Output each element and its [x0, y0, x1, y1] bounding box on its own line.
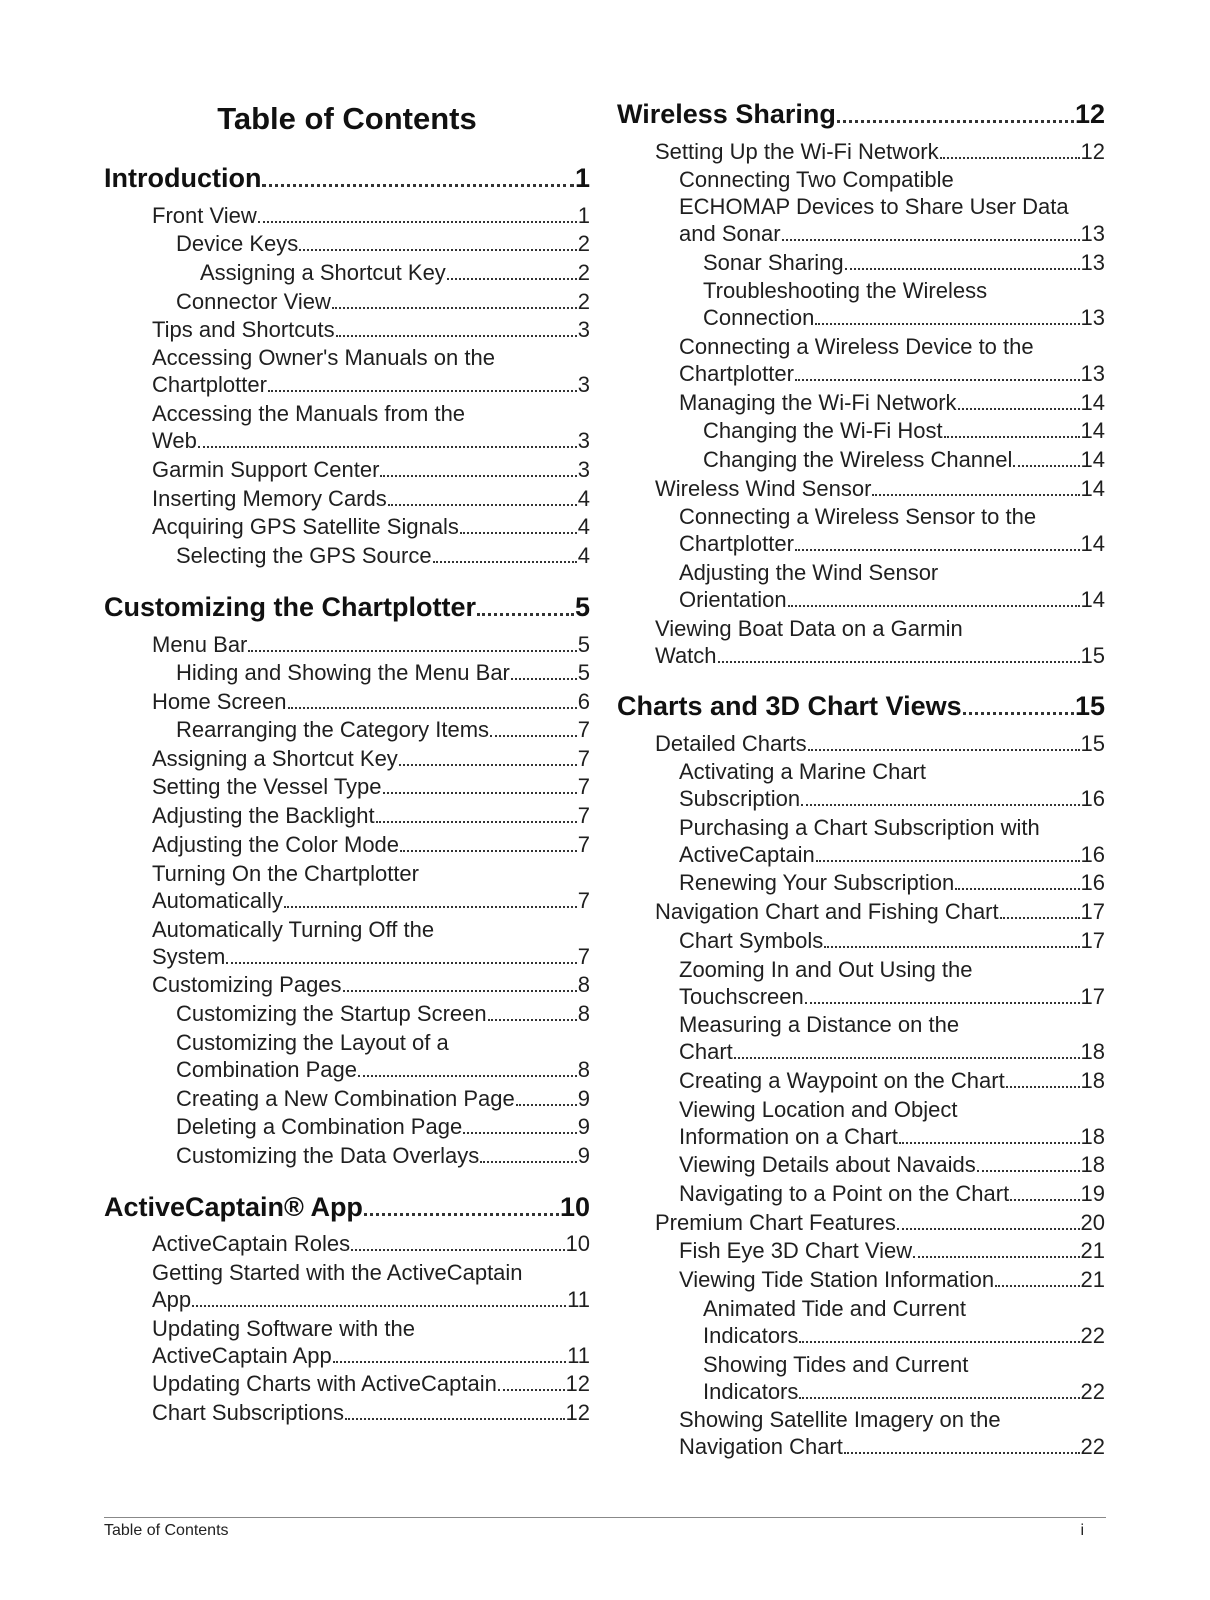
toc-entry[interactable]	[617, 249, 1105, 276]
dot-leader	[815, 321, 1079, 325]
toc-entry-label: Touchscreen	[679, 984, 804, 1009]
toc-entry[interactable]	[617, 389, 1105, 416]
toc-entry-label: Acquiring GPS Satellite Signals	[152, 514, 459, 539]
toc-entry[interactable]	[617, 1096, 1105, 1150]
toc-entry-label: Navigation Chart	[679, 1434, 843, 1459]
toc-entry-label: Updating Charts with ActiveCaptain	[152, 1371, 497, 1396]
toc-entry-label: Web	[152, 428, 197, 453]
toc-entry[interactable]	[104, 916, 590, 970]
toc-entry-label: Detailed Charts	[655, 731, 807, 756]
toc-page-number: 12	[565, 1400, 590, 1425]
toc-entry-label: Wireless Wind Sensor	[655, 476, 872, 501]
toc-page-number: 14	[1080, 587, 1105, 612]
dot-leader	[963, 710, 1074, 715]
toc-entry-label: Chart Symbols	[679, 928, 824, 953]
toc-entry-label: ActiveCaptain	[679, 842, 815, 867]
footer-section-label: Table of Contents	[104, 1522, 229, 1539]
toc-entry[interactable]	[104, 513, 590, 540]
dot-leader	[463, 1130, 577, 1134]
toc-entry[interactable]	[617, 1266, 1105, 1293]
toc-entry-label: Chartplotter	[152, 372, 267, 397]
toc-entry-label: Combination Page	[176, 1057, 358, 1082]
dot-leader	[805, 1000, 1080, 1004]
toc-entry[interactable]	[104, 1029, 590, 1083]
toc-entry[interactable]	[104, 1315, 590, 1369]
toc-entry[interactable]	[617, 1011, 1105, 1065]
toc-page-number: 10	[559, 1192, 590, 1222]
page-title: Table of Contents	[217, 101, 477, 136]
toc-page-number: 16	[1080, 786, 1105, 811]
toc-page-number: 7	[577, 717, 590, 742]
toc-entry[interactable]	[617, 1209, 1105, 1236]
toc-entry-label: Managing the Wi-Fi Network	[679, 390, 957, 415]
toc-entry-label: Connector View	[176, 289, 331, 314]
dot-leader	[345, 1416, 565, 1420]
dot-leader	[872, 492, 1079, 496]
dot-leader	[498, 1387, 565, 1391]
toc-entry[interactable]	[104, 259, 590, 286]
toc-entry-label: Activating a Marine Chart	[679, 759, 926, 784]
toc-entry[interactable]	[617, 1067, 1105, 1094]
toc-entry-label: Inserting Memory Cards	[152, 486, 387, 511]
toc-entry[interactable]	[617, 559, 1105, 613]
toc-entry-label: Creating a Waypoint on the Chart	[679, 1068, 1005, 1093]
toc-page-number: 4	[577, 514, 590, 539]
toc-entry-label: Introduction	[104, 163, 262, 193]
toc-page-number: 15	[1080, 643, 1105, 668]
toc-page-number: 22	[1080, 1434, 1105, 1459]
toc-entry[interactable]	[104, 1259, 590, 1313]
dot-leader	[516, 1102, 577, 1106]
toc-page-number: 13	[1080, 361, 1105, 386]
dot-leader	[944, 434, 1080, 438]
toc-entry[interactable]	[104, 773, 590, 800]
dot-leader	[940, 155, 1080, 159]
toc-entry[interactable]	[104, 288, 590, 315]
toc-entry[interactable]	[104, 1113, 590, 1140]
toc-entry-label: Menu Bar	[152, 632, 248, 657]
toc-entry-label: Sonar Sharing	[703, 250, 844, 275]
toc-page-number: 18	[1080, 1039, 1105, 1064]
toc-entry[interactable]	[104, 344, 590, 398]
toc-entry-label: Viewing Tide Station Information	[679, 1267, 995, 1292]
dot-leader	[192, 1303, 566, 1307]
toc-entry-label: Automatically	[152, 888, 283, 913]
dot-leader	[782, 237, 1080, 241]
toc-page-number: 1	[574, 163, 590, 193]
dot-leader	[358, 1073, 577, 1077]
toc-entry-label: Rearranging the Category Items	[176, 717, 490, 742]
dot-leader	[511, 676, 577, 680]
dot-leader	[1010, 1197, 1079, 1201]
toc-entry-label: Chart	[679, 1039, 733, 1064]
toc-page-number: 17	[1080, 899, 1105, 924]
toc-entry-label: Showing Satellite Imagery on the	[679, 1407, 1001, 1432]
toc-page-number: 7	[577, 832, 590, 857]
dot-leader	[799, 1395, 1079, 1399]
toc-entry[interactable]	[104, 831, 590, 858]
toc-entry-label: Garmin Support Center	[152, 457, 380, 482]
toc-entry-label: Adjusting the Wind Sensor	[679, 560, 939, 585]
toc-chapter-entry[interactable]	[104, 1191, 590, 1223]
dot-leader	[333, 1359, 566, 1363]
toc-page-number: 20	[1080, 1210, 1105, 1235]
toc-entry-label: Navigating to a Point on the Chart	[679, 1181, 1010, 1206]
toc-entry-label: Connection	[703, 305, 815, 330]
toc-entry-label: Charts and 3D Chart Views	[617, 691, 962, 721]
dot-leader	[1013, 463, 1079, 467]
toc-entry-label: Chartplotter	[679, 531, 794, 556]
toc-entry-label: App	[152, 1287, 192, 1312]
dot-leader	[332, 305, 577, 309]
toc-page-number: 8	[577, 972, 590, 997]
toc-page-number: 8	[577, 1001, 590, 1026]
toc-page-number: 13	[1080, 221, 1105, 246]
toc-entry-label: Creating a New Combination Page	[176, 1086, 515, 1111]
dot-leader	[380, 473, 576, 477]
toc-entry[interactable]	[617, 814, 1105, 868]
dot-leader	[336, 333, 577, 337]
toc-entry[interactable]	[617, 898, 1105, 925]
toc-entry[interactable]	[617, 956, 1105, 1010]
toc-entry[interactable]	[617, 417, 1105, 444]
toc-chapter-entry[interactable]	[104, 591, 590, 623]
toc-page-number: 17	[1080, 984, 1105, 1009]
toc-page-number: 2	[577, 260, 590, 285]
toc-page-number: 17	[1080, 928, 1105, 953]
dot-leader	[899, 1140, 1080, 1144]
toc-entry[interactable]	[104, 202, 590, 229]
toc-entry[interactable]	[104, 456, 590, 483]
toc-entry[interactable]	[104, 631, 590, 658]
dot-leader	[734, 1055, 1080, 1059]
toc-entry-label: Getting Started with the ActiveCaptain	[152, 1260, 523, 1285]
toc-page-number: 15	[1074, 691, 1105, 721]
footer-divider	[104, 1517, 1106, 1518]
toc-entry[interactable]	[617, 1295, 1105, 1349]
dot-leader	[824, 944, 1079, 948]
dot-leader	[977, 1168, 1080, 1172]
toc-page-number: 2	[577, 231, 590, 256]
toc-entry-label: Fish Eye 3D Chart View	[679, 1238, 913, 1263]
toc-page-number: 4	[577, 543, 590, 568]
toc-page-number: 7	[577, 774, 590, 799]
toc-entry[interactable]	[104, 688, 590, 715]
toc-entry[interactable]	[617, 1151, 1105, 1178]
dot-leader	[198, 444, 577, 448]
toc-entry[interactable]	[104, 1399, 590, 1426]
toc-entry-label: Chartplotter	[679, 361, 794, 386]
dot-leader	[288, 705, 577, 709]
dot-leader	[299, 247, 576, 251]
dot-leader	[718, 659, 1080, 663]
dot-leader	[248, 648, 576, 652]
toc-page-number: 18	[1080, 1068, 1105, 1093]
toc-page-number: 9	[577, 1114, 590, 1139]
toc-page-number: 12	[1074, 99, 1105, 129]
toc-entry[interactable]	[104, 802, 590, 829]
toc-page-number: 15	[1080, 731, 1105, 756]
toc-entry-label: Orientation	[679, 587, 787, 612]
toc-entry-label: Deleting a Combination Page	[176, 1114, 463, 1139]
dot-leader	[958, 406, 1080, 410]
toc-entry-label: Front View	[152, 203, 257, 228]
toc-entry-label: Wireless Sharing	[617, 99, 836, 129]
toc-page-number: 7	[577, 803, 590, 828]
toc-entry[interactable]	[617, 503, 1105, 557]
toc-page-number: 11	[567, 1343, 590, 1368]
toc-entry-label: Subscription	[679, 786, 801, 811]
toc-entry[interactable]	[617, 1180, 1105, 1207]
dot-leader	[376, 819, 577, 823]
toc-entry-label: Connecting a Wireless Sensor to the	[679, 504, 1037, 529]
toc-page-number: 9	[577, 1143, 590, 1168]
toc-page-number: 3	[577, 372, 590, 397]
toc-entry[interactable]	[617, 1351, 1105, 1405]
dot-leader	[433, 559, 577, 563]
toc-entry-label: Accessing Owner's Manuals on the	[152, 345, 495, 370]
toc-entry[interactable]	[617, 758, 1105, 812]
dot-leader	[383, 790, 577, 794]
toc-entry-label: Customizing the Chartplotter	[104, 592, 476, 622]
toc-entry[interactable]	[617, 869, 1105, 896]
toc-entry-label: Navigation Chart and Fishing Chart	[655, 899, 999, 924]
toc-entry-label: Adjusting the Backlight	[152, 803, 375, 828]
toc-entry-label: Home Screen	[152, 689, 287, 714]
toc-page-number: 10	[565, 1231, 590, 1256]
toc-page-number: 16	[1080, 842, 1105, 867]
dot-leader	[480, 1159, 577, 1163]
dot-leader	[343, 988, 577, 992]
toc-entry[interactable]	[617, 475, 1105, 502]
toc-page-number: 21	[1080, 1267, 1105, 1292]
toc-page-number: 14	[1080, 390, 1105, 415]
toc-entry[interactable]	[104, 542, 590, 569]
toc-entry-label: Viewing Location and Object	[679, 1097, 958, 1122]
toc-page-number: 13	[1080, 250, 1105, 275]
toc-entry-label: Accessing the Manuals from the	[152, 401, 466, 426]
toc-entry-label: Measuring a Distance on the	[679, 1012, 960, 1037]
toc-entry-label: Connecting a Wireless Device to the	[679, 334, 1034, 359]
toc-entry-label: Device Keys	[176, 231, 299, 256]
toc-entry[interactable]	[104, 716, 590, 743]
dot-leader	[258, 219, 577, 223]
toc-page-number: 14	[1080, 531, 1105, 556]
toc-chapter-entry[interactable]	[104, 162, 590, 194]
toc-entry-label: Selecting the GPS Source	[176, 543, 432, 568]
toc-page-number: 14	[1080, 418, 1105, 443]
toc-entry[interactable]	[104, 485, 590, 512]
dot-leader	[488, 1017, 577, 1021]
toc-page-number: 13	[1080, 305, 1105, 330]
toc-page-number: 11	[567, 1287, 590, 1312]
toc-entry-label: Customizing the Layout of a	[176, 1030, 449, 1055]
toc-entry[interactable]	[104, 659, 590, 686]
toc-entry-label: and Sonar	[679, 221, 781, 246]
toc-entry-label: Showing Tides and Current	[703, 1352, 969, 1377]
toc-entry[interactable]	[617, 333, 1105, 387]
dot-leader	[844, 1450, 1080, 1454]
dot-leader	[364, 1211, 559, 1216]
toc-chapter-entry[interactable]	[617, 690, 1105, 722]
toc-entry-label: Viewing Details about Navaids	[679, 1152, 976, 1177]
toc-entry[interactable]	[104, 1142, 590, 1169]
toc-page-number: 4	[577, 486, 590, 511]
toc-entry[interactable]	[104, 1085, 590, 1112]
toc-entry[interactable]	[617, 277, 1105, 331]
dot-leader	[897, 1226, 1080, 1230]
dot-leader	[799, 1339, 1079, 1343]
toc-page-number: 19	[1080, 1181, 1105, 1206]
toc-entry-label: ECHOMAP Devices to Share User Data	[679, 194, 1069, 219]
toc-page-number: 22	[1080, 1323, 1105, 1348]
dot-leader	[447, 276, 577, 280]
dot-leader	[351, 1247, 564, 1251]
toc-entry-label: ActiveCaptain App	[152, 1343, 332, 1368]
dot-leader	[226, 960, 576, 964]
toc-entry-label: Setting the Vessel Type	[152, 774, 382, 799]
toc-entry-label: Watch	[655, 643, 717, 668]
toc-entry-label: Premium Chart Features	[655, 1210, 896, 1235]
toc-entry-label: Zooming In and Out Using the	[679, 957, 973, 982]
toc-entry-label: Renewing Your Subscription	[679, 870, 955, 895]
toc-page-number: 3	[577, 317, 590, 342]
toc-chapter-entry[interactable]	[617, 98, 1105, 130]
toc-entry[interactable]	[617, 1237, 1105, 1264]
toc-page-number: 14	[1080, 476, 1105, 501]
toc-entry-label: Chart Subscriptions	[152, 1400, 344, 1425]
dot-leader	[460, 530, 577, 534]
toc-entry-label: ActiveCaptain Roles	[152, 1231, 351, 1256]
dot-leader	[1000, 915, 1080, 919]
toc-entry[interactable]	[617, 730, 1105, 757]
dot-leader	[808, 747, 1080, 751]
dot-leader	[388, 502, 577, 506]
toc-entry[interactable]	[617, 446, 1105, 473]
dot-leader	[845, 266, 1080, 270]
toc-page-number: 7	[577, 888, 590, 913]
toc-entry[interactable]	[104, 316, 590, 343]
toc-entry[interactable]	[104, 745, 590, 772]
toc-entry[interactable]	[617, 1406, 1105, 1460]
toc-entry-label: Changing the Wi-Fi Host	[703, 418, 943, 443]
toc-entry[interactable]	[104, 400, 590, 454]
dot-leader	[816, 858, 1080, 862]
toc-entry[interactable]	[104, 1000, 590, 1027]
toc-entry[interactable]	[104, 1230, 590, 1257]
toc-entry[interactable]	[104, 860, 590, 914]
toc-page-number: 3	[577, 428, 590, 453]
toc-page-number: 12	[1080, 139, 1105, 164]
toc-entry-label: Troubleshooting the Wireless	[703, 278, 988, 303]
toc-entry-label: Customizing the Data Overlays	[176, 1143, 480, 1168]
toc-entry-label: Changing the Wireless Channel	[703, 447, 1013, 472]
dot-leader	[1006, 1084, 1080, 1088]
toc-page-number: 7	[577, 746, 590, 771]
toc-page-number: 1	[577, 203, 590, 228]
dot-leader	[284, 904, 577, 908]
toc-entry[interactable]	[104, 971, 590, 998]
toc-entry-label: Customizing Pages	[152, 972, 342, 997]
toc-entry-label: Adjusting the Color Mode	[152, 832, 400, 857]
toc-entry[interactable]	[617, 615, 1105, 669]
dot-leader	[788, 603, 1080, 607]
dot-leader	[268, 388, 577, 392]
toc-page-number: 18	[1080, 1152, 1105, 1177]
dot-leader	[795, 547, 1080, 551]
toc-page-number: 5	[574, 592, 590, 622]
dot-leader	[490, 733, 577, 737]
dot-leader	[913, 1254, 1079, 1258]
dot-leader	[801, 802, 1079, 806]
toc-page-number: 18	[1080, 1124, 1105, 1149]
toc-page-number: 5	[577, 660, 590, 685]
toc-entry-label: Indicators	[703, 1379, 799, 1404]
toc-entry-label: Information on a Chart	[679, 1124, 898, 1149]
dot-leader	[955, 886, 1079, 890]
toc-entry-label: Customizing the Startup Screen	[176, 1001, 487, 1026]
toc-entry-label: Assigning a Shortcut Key	[152, 746, 398, 771]
dot-leader	[837, 118, 1074, 123]
dot-leader	[399, 762, 577, 766]
toc-entry[interactable]	[617, 927, 1105, 954]
toc-page-number: 5	[577, 632, 590, 657]
toc-entry[interactable]	[104, 230, 590, 257]
toc-entry-label: Connecting Two Compatible	[679, 167, 954, 192]
toc-page-number: 16	[1080, 870, 1105, 895]
toc-entry-label: Tips and Shortcuts	[152, 317, 335, 342]
toc-page-number: 22	[1080, 1379, 1105, 1404]
toc-page-number: 6	[577, 689, 590, 714]
toc-page-number: 8	[577, 1057, 590, 1082]
toc-entry[interactable]	[617, 138, 1105, 165]
toc-page-number: 12	[565, 1371, 590, 1396]
dot-leader	[477, 611, 574, 616]
dot-leader	[795, 377, 1080, 381]
toc-entry[interactable]	[104, 1370, 590, 1397]
toc-page-number: 2	[577, 289, 590, 314]
toc-entry[interactable]	[617, 166, 1105, 247]
toc-page-number: 9	[577, 1086, 590, 1111]
toc-entry-label: Updating Software with the	[152, 1316, 415, 1341]
toc-page-number: 21	[1080, 1238, 1105, 1263]
toc-entry-label: Purchasing a Chart Subscription with	[679, 815, 1040, 840]
toc-entry-label: System	[152, 944, 226, 969]
dot-leader	[995, 1283, 1079, 1287]
toc-entry-label: Turning On the Chartplotter	[152, 861, 419, 886]
toc-entry-label: ActiveCaptain® App	[104, 1192, 363, 1222]
toc-entry-label: Hiding and Showing the Menu Bar	[176, 660, 510, 685]
toc-page-number: 3	[577, 457, 590, 482]
footer-page-number: i	[1080, 1522, 1084, 1539]
toc-entry-label: Automatically Turning Off the	[152, 917, 435, 942]
toc-entry-label: Setting Up the Wi-Fi Network	[655, 139, 939, 164]
dot-leader	[400, 848, 577, 852]
toc-page-number: 7	[577, 944, 590, 969]
toc-entry-label: Indicators	[703, 1323, 799, 1348]
dot-leader	[262, 182, 574, 187]
toc-entry-label: Animated Tide and Current	[703, 1296, 966, 1321]
toc-entry-label: Viewing Boat Data on a Garmin	[655, 616, 963, 641]
toc-entry-label: Assigning a Shortcut Key	[200, 260, 446, 285]
toc-page-number: 14	[1080, 447, 1105, 472]
